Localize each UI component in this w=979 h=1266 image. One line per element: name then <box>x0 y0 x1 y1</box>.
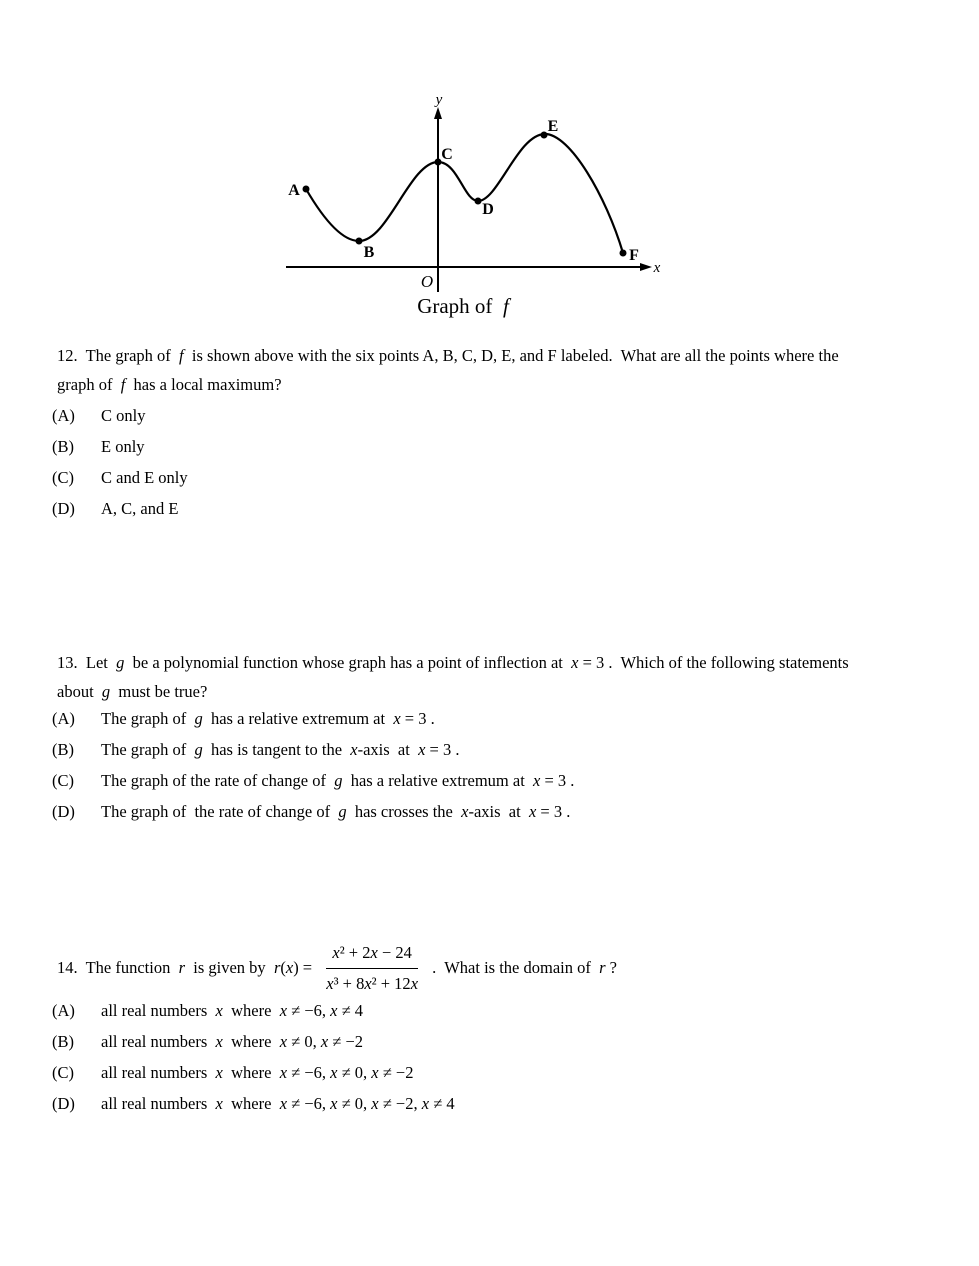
point-a-dot <box>303 186 310 193</box>
y-axis-arrowhead-icon <box>434 107 442 119</box>
function-graph <box>0 0 979 335</box>
option-letter: (C) <box>52 1063 74 1082</box>
function-curve <box>306 134 623 253</box>
option-text: The graph of g has a relative extremum at x = 3 . <box>101 709 435 728</box>
option-text: all real numbers x where x ≠ −6, x ≠ 0, x ≠ −2, x ≠ 4 <box>101 1094 455 1113</box>
option-text: C and E only <box>101 468 188 487</box>
question-13-stem <box>57 649 927 706</box>
option-text: all real numbers x where x ≠ −6, x ≠ 4 <box>101 1001 364 1020</box>
origin-label: O <box>420 272 434 291</box>
stem-line: 13. Let g be a polynomial function whose graph has a point of inflection at x = 3 . Which of the following statements <box>57 653 849 672</box>
question-12 <box>52 342 927 524</box>
question-14-stem <box>57 940 927 997</box>
question-13 <box>52 649 927 827</box>
option-row-a <box>52 703 927 734</box>
option-row-d <box>52 1088 927 1119</box>
option-row-a <box>52 400 927 431</box>
fraction <box>320 939 424 999</box>
x-axis-label: x <box>653 260 661 276</box>
option-text: The graph of the rate of change of g has crosses the x-axis at x = 3 . <box>101 802 571 821</box>
option-text: The graph of g has is tangent to the x-axis at x = 3 . <box>101 740 460 759</box>
point-d-label: D <box>482 201 494 218</box>
option-letter: (B) <box>52 740 74 759</box>
point-c-label: C <box>441 146 453 163</box>
question-14-options <box>52 995 927 1119</box>
question-12-options <box>52 400 927 524</box>
figure-graph <box>0 0 979 335</box>
option-letter: (A) <box>52 406 75 425</box>
option-row-d <box>52 493 927 524</box>
stem-line: graph of f has a local maximum? <box>57 374 282 394</box>
x-axis-arrowhead-icon <box>640 263 652 271</box>
point-d-dot <box>475 198 482 205</box>
stem-line: 12. The graph of f is shown above with the six points A, B, C, D, E, and F labeled. What are all the points where the <box>57 346 839 365</box>
option-row-c <box>52 765 927 796</box>
option-letter: (A) <box>52 1001 75 1020</box>
stem-text-after: . What is the domain of r ? <box>428 958 617 978</box>
option-letter: (B) <box>52 1032 74 1051</box>
option-text: The graph of the rate of change of g has a relative extremum at x = 3 . <box>101 771 575 790</box>
option-letter: (B) <box>52 437 74 456</box>
stem-line: about g must be true? <box>57 681 208 701</box>
option-text: all real numbers x where x ≠ 0, x ≠ −2 <box>101 1032 364 1051</box>
fraction-numerator: x² + 2x − 24 <box>326 939 417 970</box>
option-letter: (C) <box>52 771 74 790</box>
point-f-label: F <box>629 247 639 264</box>
point-e-label: E <box>547 118 559 135</box>
option-row-d <box>52 796 927 827</box>
option-text: all real numbers x where x ≠ −6, x ≠ 0, x ≠ −2 <box>101 1063 414 1082</box>
question-14 <box>52 940 927 1119</box>
point-e-dot <box>541 132 548 139</box>
point-b-dot <box>356 238 363 245</box>
option-row-b <box>52 734 927 765</box>
option-letter: (D) <box>52 1094 75 1113</box>
fraction-denominator: x³ + 8x² + 12x <box>326 974 419 993</box>
option-letter: (D) <box>52 802 75 821</box>
point-f-dot <box>620 250 627 257</box>
option-row-a <box>52 995 927 1026</box>
option-letter: (A) <box>52 709 75 728</box>
option-letter: (C) <box>52 468 74 487</box>
option-row-c <box>52 462 927 493</box>
option-text: A, C, and E <box>101 499 179 518</box>
option-text: C only <box>101 406 146 425</box>
option-row-c <box>52 1057 927 1088</box>
option-row-b <box>52 1026 927 1057</box>
stem-text-before: 14. The function r is given by r(x) = <box>57 958 317 978</box>
question-12-stem <box>57 342 927 399</box>
y-axis-label: y <box>435 92 443 108</box>
point-a-label: A <box>288 182 300 199</box>
option-text: E only <box>101 437 145 456</box>
option-row-b <box>52 431 927 462</box>
option-letter: (D) <box>52 499 75 518</box>
question-13-options <box>52 703 927 827</box>
figure-caption: Graph of f <box>417 294 509 318</box>
point-b-label: B <box>363 244 375 261</box>
